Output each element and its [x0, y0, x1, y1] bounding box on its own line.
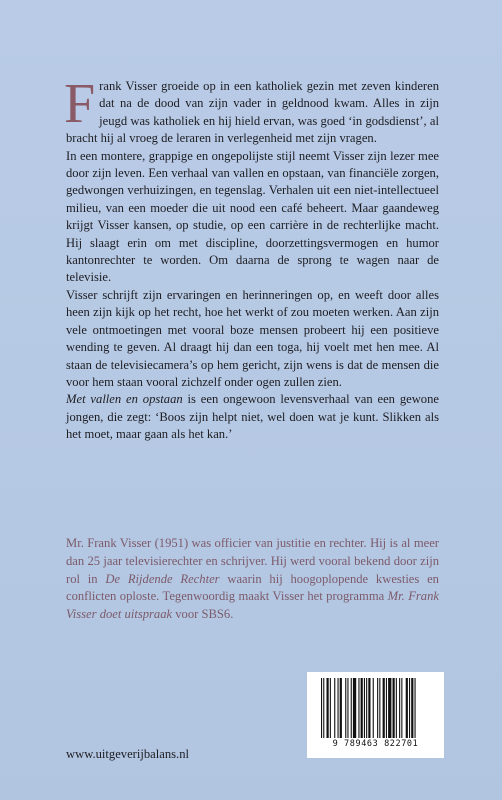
isbn-number: 9 789463 822701 [332, 739, 419, 749]
book-title: Met vallen en opstaan [66, 392, 183, 407]
drop-cap: F [64, 73, 96, 135]
barcode-bar [368, 678, 370, 738]
barcode-bar [411, 678, 413, 738]
barcode-bar [373, 678, 374, 738]
blurb-paragraph-1 [64, 73, 439, 148]
barcode-bar [338, 678, 339, 738]
barcode-bar [340, 678, 342, 738]
show-title-2: Mr. Frank Visser doet uitspraak [66, 589, 439, 622]
barcode-bar [345, 678, 346, 738]
barcode-bar [361, 678, 363, 738]
author-name: Mr. Frank Visser [66, 536, 152, 550]
barcode-bar [377, 678, 378, 738]
barcode-bar [393, 678, 395, 738]
author-bio [66, 535, 439, 624]
barcode [307, 672, 444, 758]
blurb-paragraph-2: In een montere, grappige en ongepolijste stijl neemt Visser zijn lezer mee door zijn leven. Een verhaal van vallen en opstaan, van financiële zorgen, gedwongen verhuizingen, en tegenslag. Verhalen uit een niet-intellectueel milieu, van een moeder die uit nood een café beheert. Maar gaandeweg krijgt Visser kansen, op studie, op een carrière in de rechterlijke macht. Hij slaagt erin om met discipline, doorzettingsvermogen en humor kantonrechter te worden. Om daarna de sprong te wagen naar de televisie. [66, 148, 439, 285]
barcode-bar [323, 678, 324, 738]
blurb-paragraph-3: Visser schrijft zijn ervaringen en herinneringen op, en weeft door alles heen zijn kijk op het recht, hoe het werkt of zou moeten werken. Aan zijn vele ontmoetingen met vooral boze mensen probeert hij een positieve wending te geven. Al draagt hij dan een toga, hij voelt met hen mee. Al staan de televisiecamera’s op hem gericht, zijn wens is dat de mensen die voor hem staan vooral zichzelf onder ogen zullen zien. [66, 287, 439, 389]
barcode-bar [327, 678, 329, 738]
author-bio-text-1: (1951) was officier van justitie en rechter. Hij is al meer dan 25 jaar televisierechter en schrijver. Hij werd vooral bekend door zijn rol in [66, 536, 439, 586]
blurb-paragraph-1-text: rank Visser groeide op in een katholiek gezin met zeven kinderen dat na de dood van zijn vader in geldnood kwam. Alles in zijn jeugd was katholiek en hij hield ervan, was goed ‘in godsdienst’, al bracht hij al vroeg de leraren in verlegenheid met zijn vragen. [66, 79, 439, 146]
barcode-bar [401, 678, 402, 738]
show-title-1: De Rijdende Rechter [105, 571, 220, 586]
barcode-bar [383, 678, 385, 738]
barcode-bar [334, 678, 335, 738]
author-bio-text-3: voor SBS6. [172, 607, 234, 622]
barcode-bar [388, 678, 391, 738]
barcode-bar [351, 678, 352, 738]
barcode-bar [347, 678, 348, 738]
barcode-bar [353, 678, 356, 738]
barcode-bar [330, 678, 331, 738]
blurb-paragraph-4 [66, 391, 439, 443]
barcode-bar [358, 678, 359, 738]
publisher-url: www.uitgeverijbalans.nl [66, 747, 189, 761]
barcode-bar [366, 678, 367, 738]
barcode-bar [409, 678, 410, 738]
barcode-bar [399, 678, 400, 738]
barcode-bar [396, 678, 397, 738]
barcode-bar [379, 678, 380, 738]
barcode-bar [364, 678, 365, 738]
barcode-bar [406, 678, 408, 738]
blurb-paragraph-4-text: is een ongewoon levensverhaal van een gewone jongen, die zegt: ‘Boos zijn helpt niet, wel doen wat je kunt. Slikken als het moet, maar gaan als het kan.’ [66, 392, 439, 442]
blurb [64, 73, 439, 444]
barcode-bars [321, 678, 430, 738]
barcode-bar [386, 678, 387, 738]
barcode-bar [321, 678, 322, 738]
author-bio-text-2: waarin hij hoogoplopende kwesties en conflicten oploste. Tegenwoordig maakt Visser het programma [66, 571, 439, 604]
barcode-bar [415, 678, 416, 738]
